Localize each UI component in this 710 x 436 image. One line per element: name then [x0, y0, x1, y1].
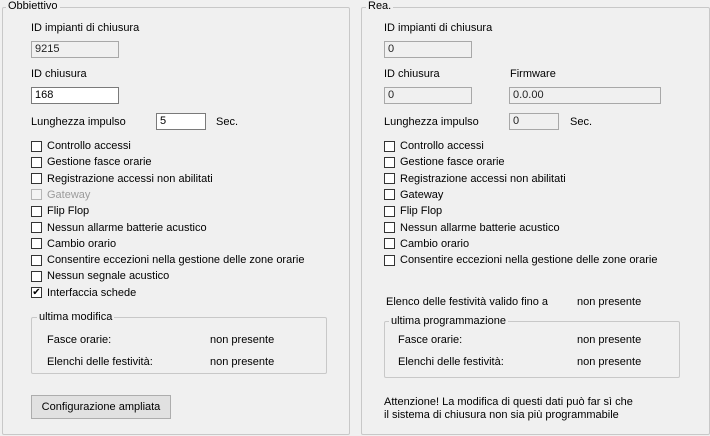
actual-last-programming-groupbox: [384, 321, 680, 378]
actual-option-3[interactable]: [384, 188, 443, 202]
target-option-9[interactable]: [31, 286, 136, 300]
target-locking-system-id-field[interactable]: 9215: [31, 41, 119, 58]
checkbox-icon[interactable]: [31, 141, 42, 152]
checkbox-label: Consentire eccezioni nella gestione delle zone orarie: [47, 254, 305, 267]
actual-option-5[interactable]: [384, 221, 560, 235]
actual-pulse-length-field[interactable]: 0: [509, 113, 559, 130]
checkbox-icon[interactable]: [31, 206, 42, 217]
target-holidays-label: Elenchi delle festività:: [47, 356, 153, 368]
target-option-4[interactable]: [31, 204, 89, 218]
checkbox-label: Flip Flop: [47, 205, 90, 218]
checkbox-icon[interactable]: [31, 173, 42, 184]
actual-option-0[interactable]: [384, 139, 484, 153]
actual-lock-id-field[interactable]: 0: [384, 87, 472, 104]
checkbox-label: Consentire eccezioni nella gestione delle zone orarie: [400, 254, 658, 267]
checkbox-label: Registrazione accessi non abilitati: [400, 172, 566, 185]
target-lock-id-field[interactable]: 168: [31, 87, 119, 104]
actual-option-2[interactable]: [384, 172, 566, 186]
actual-locking-system-id-field[interactable]: 0: [384, 41, 472, 58]
actual-option-6[interactable]: [384, 237, 469, 251]
target-time-zones-value: non presente: [210, 334, 275, 346]
checkbox-icon[interactable]: [31, 157, 42, 168]
target-pulse-length-label: Lunghezza impulso: [31, 116, 126, 128]
actual-option-4[interactable]: [384, 204, 442, 218]
checkbox-icon[interactable]: [384, 206, 395, 217]
target-option-5[interactable]: [31, 221, 207, 235]
actual-last-programming-title: ultima programmazione: [391, 315, 506, 327]
actual-option-1[interactable]: [384, 155, 505, 169]
checkbox-label: Flip Flop: [400, 205, 443, 218]
actual-holidays-label: Elenchi delle festività:: [398, 356, 504, 368]
checkbox-icon[interactable]: [384, 222, 395, 233]
checkbox-checked-icon[interactable]: ✔: [32, 286, 41, 298]
target-option-7[interactable]: [31, 253, 304, 267]
checkbox-icon[interactable]: [384, 141, 395, 152]
actual-holidays-value: non presente: [577, 356, 642, 368]
target-option-2[interactable]: [31, 172, 213, 186]
actual-firmware-field[interactable]: 0.0.00: [509, 87, 661, 104]
target-pulse-unit-label: Sec.: [216, 116, 239, 128]
checkbox-label: Nessun segnale acustico: [47, 270, 170, 283]
checkbox-label: Gestione fasce orarie: [400, 156, 505, 169]
target-time-zones-label: Fasce orarie:: [47, 334, 112, 346]
checkbox-icon[interactable]: [384, 157, 395, 168]
target-locking-system-id-label: ID impianti di chiusura: [31, 22, 140, 34]
actual-time-zones-label: Fasce orarie:: [398, 334, 463, 346]
checkbox-icon[interactable]: [31, 255, 42, 266]
actual-locking-system-id-label: ID impianti di chiusura: [384, 22, 493, 34]
checkbox-label: Interfaccia schede: [47, 286, 137, 299]
checkbox-label: Cambio orario: [47, 237, 117, 250]
checkbox-icon[interactable]: [384, 173, 395, 184]
target-option-6[interactable]: [31, 237, 116, 251]
target-option-3: [31, 188, 90, 202]
checkbox-label: Cambio orario: [400, 237, 470, 250]
target-lock-id-label: ID chiusura: [31, 68, 87, 80]
target-last-change-title: ultima modifica: [39, 311, 113, 323]
checkbox-label: Nessun allarme batterie acustico: [47, 221, 207, 234]
checkbox-label: Registrazione accessi non abilitati: [47, 172, 213, 185]
checkbox-label: Gateway: [400, 188, 444, 201]
target-groupbox-title: Obbiettivo: [8, 0, 58, 12]
actual-holiday-list-valid-label: Elenco delle festività valido fino a: [386, 296, 549, 308]
checkbox-icon[interactable]: [384, 238, 395, 249]
actual-holiday-list-valid-value: non presente: [577, 296, 642, 308]
checkbox-label: Controllo accessi: [400, 140, 484, 152]
extended-config-button[interactable]: Configurazione ampliata: [31, 395, 171, 419]
actual-lock-id-label: ID chiusura: [384, 68, 440, 80]
checkbox-label: Controllo accessi: [47, 140, 131, 152]
checkbox-icon[interactable]: [384, 189, 395, 200]
target-option-0[interactable]: [31, 139, 131, 153]
actual-warning-line2: il sistema di chiusura non sia più programmabile: [384, 409, 619, 421]
checkbox-label: Gateway: [47, 188, 91, 201]
target-option-8[interactable]: [31, 269, 169, 283]
target-holidays-value: non presente: [210, 356, 275, 368]
actual-pulse-length-label: Lunghezza impulso: [384, 116, 479, 128]
actual-groupbox-title: Rea.: [368, 0, 392, 12]
actual-warning-line1: Attenzione! La modifica di questi dati può far sì che: [384, 396, 633, 408]
actual-firmware-label: Firmware: [510, 68, 556, 80]
checkbox-icon: [31, 189, 42, 200]
actual-option-7[interactable]: [384, 253, 657, 267]
checkbox-icon[interactable]: [384, 255, 395, 266]
actual-time-zones-value: non presente: [577, 334, 642, 346]
target-pulse-length-field[interactable]: 5: [156, 113, 206, 130]
actual-pulse-unit-label: Sec.: [570, 116, 593, 128]
checkbox-label: Gestione fasce orarie: [47, 156, 152, 169]
target-option-1[interactable]: [31, 155, 152, 169]
checkbox-icon[interactable]: [31, 271, 42, 282]
checkbox-icon[interactable]: [31, 222, 42, 233]
checkbox-label: Nessun allarme batterie acustico: [400, 221, 560, 234]
checkbox-icon[interactable]: [31, 238, 42, 249]
